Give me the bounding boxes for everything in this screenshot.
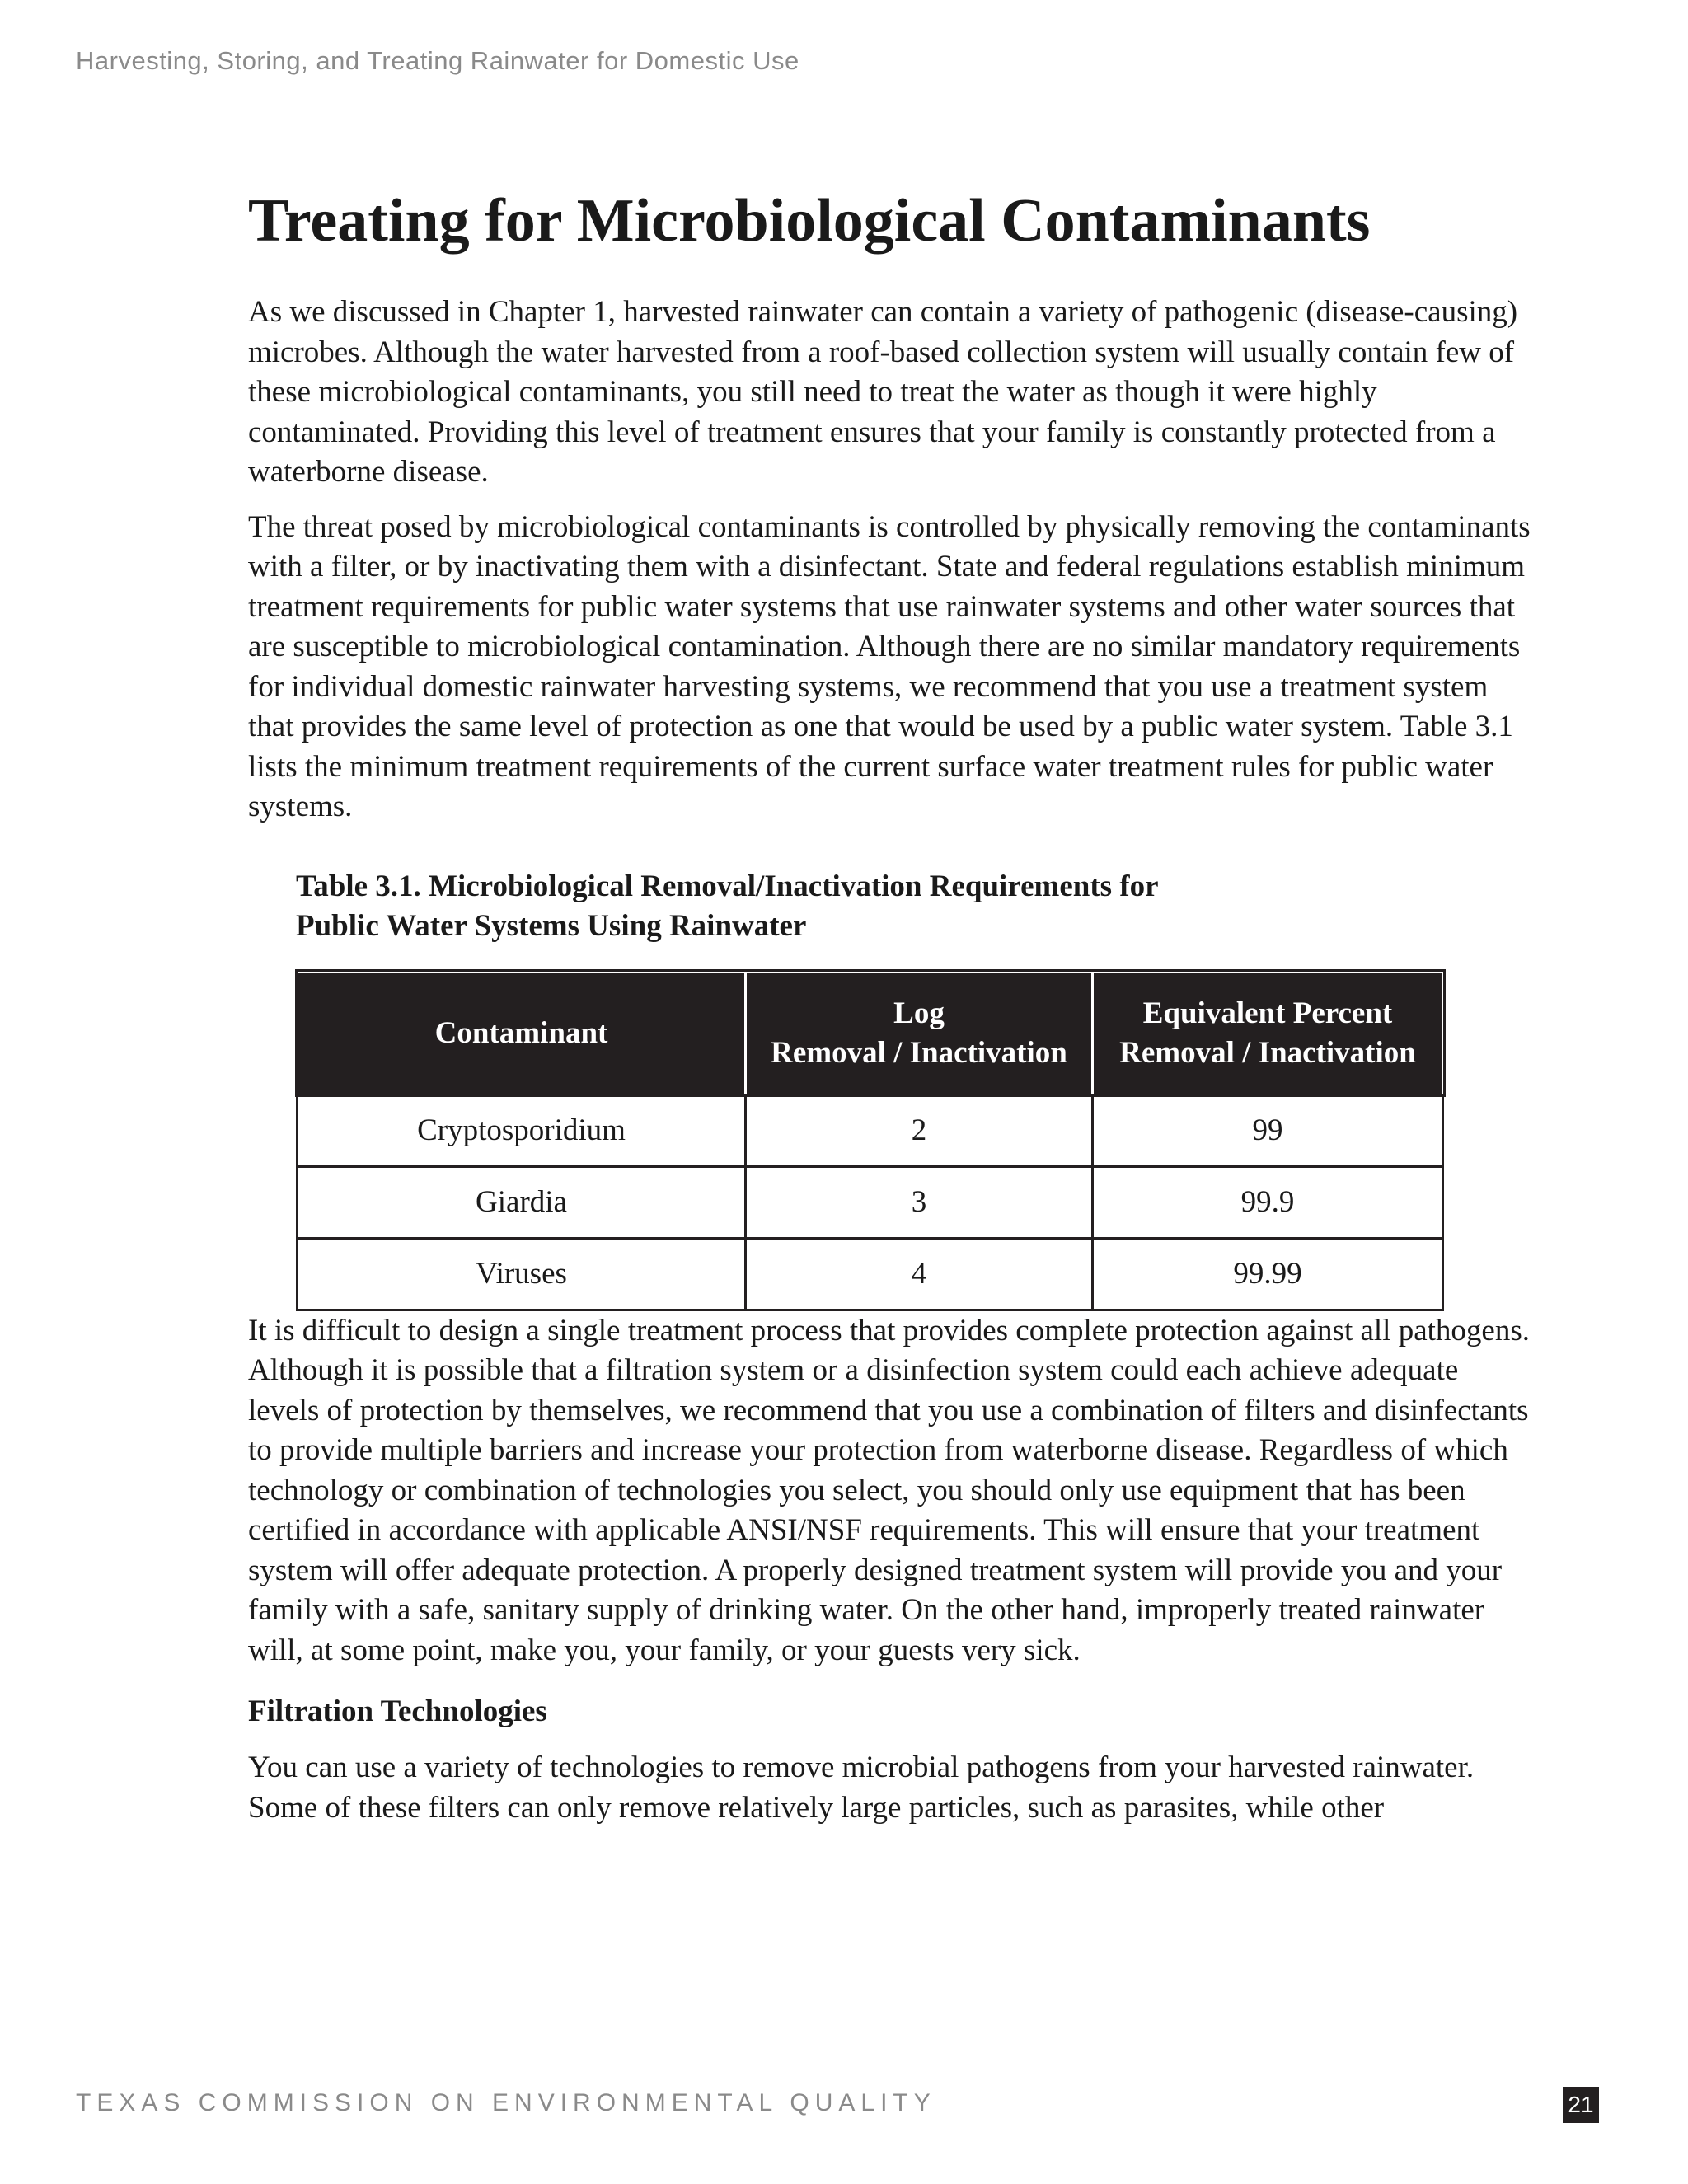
filtration-paragraph: You can use a variety of technologies to remove microbial pathogens from your harvested rainwater. Some of these filters can only remove relatively large particles, such as parasites, while other — [248, 1750, 1475, 1825]
cell-contaminant: Viruses — [298, 1238, 746, 1310]
header-log-line-1: Log — [893, 996, 945, 1030]
cell-contaminant: Cryptosporidium — [298, 1094, 746, 1166]
table-row — [298, 1094, 1443, 1166]
cell-percent: 99.9 — [1093, 1166, 1443, 1238]
intro-paragraph: As we discussed in Chapter 1, harvested rainwater can contain a variety of pathogenic (disease-causing) microbes. Although the water harvested from a roof-based collection system will usually contain few of these microbiological contaminants, you still need to treat the water as though it were highly contaminated. Providing this level of treatment ensures that your family is constantly protected from a waterborne disease. — [248, 295, 1518, 490]
multiple-barriers-paragraph: It is difficult to design a single treatment process that provides complete protection against all pathogens. Although it is possible that a filtration system or a disinfection system could each achieve adequate levels of protection by themselves, we recommend that you use a combination of filters and disinfectants to provide multiple barriers and increase your protection from waterborne disease. Regardless of which technology or combination of technologies you select, you should only use equipment that has been certified in accordance with applicable ANSI/NSF requirements. This will ensure that your treatment system will offer adequate protection. A properly designed treatment system will provide you and your family with a safe, sanitary supply of drinking water. On the other hand, improperly treated rainwater will, at some point, make you, your family, or your guests very sick. — [248, 1313, 1530, 1667]
footer-organization: TEXAS COMMISSION ON ENVIRONMENTAL QUALITY — [76, 2089, 936, 2116]
page-title: Treating for Microbiological Contaminants — [248, 187, 1371, 255]
treatment-paragraph: The threat posed by microbiological contaminants is controlled by physically removing the contaminants with a filter, or by inactivating them with a disinfectant. State and federal regulations establish minimum treatment requirements for public water systems that use rainwater systems and other water sources that are susceptible to microbiological contamination. Although there are no similar mandatory requirements for individual domestic rainwater harvesting systems, we recommend that you use a treatment system that provides the same level of protection as one that would be used by a public water system. Table 3.1 lists the minimum treatment requirements of the current surface water treatment rules for public water systems. — [248, 509, 1531, 824]
filtration-subheading: Filtration Technologies — [248, 1694, 547, 1729]
table-header-row — [298, 972, 1443, 1094]
cell-percent: 99 — [1093, 1094, 1443, 1166]
cell-log: 4 — [746, 1238, 1093, 1310]
requirements-table — [296, 971, 1444, 1311]
table-caption-line-2: Public Water Systems Using Rainwater — [296, 908, 807, 943]
header-percent-line-2: Removal / Inactivation — [1119, 1035, 1416, 1070]
requirements-table-wrapper — [296, 971, 1442, 1311]
header-log-removal — [746, 972, 1093, 1094]
page-number: 21 — [1563, 2087, 1599, 2123]
table-row — [298, 1238, 1443, 1310]
header-percent-removal — [1093, 972, 1443, 1094]
table-row — [298, 1166, 1443, 1238]
header-contaminant-label: Contaminant — [434, 1015, 608, 1050]
page-content — [248, 188, 1534, 1843]
header-log-line-2: Removal / Inactivation — [771, 1035, 1067, 1070]
cell-log: 2 — [746, 1094, 1093, 1166]
cell-percent: 99.99 — [1093, 1238, 1443, 1310]
table-caption — [296, 867, 1534, 946]
table-caption-line-1: Table 3.1. Microbiological Removal/Inactivation Requirements for — [296, 869, 1159, 903]
cell-log: 3 — [746, 1166, 1093, 1238]
cell-contaminant: Giardia — [298, 1166, 746, 1238]
header-contaminant — [298, 972, 746, 1094]
running-header: Harvesting, Storing, and Treating Rainwater for Domestic Use — [76, 46, 799, 75]
header-percent-line-1: Equivalent Percent — [1142, 996, 1393, 1030]
